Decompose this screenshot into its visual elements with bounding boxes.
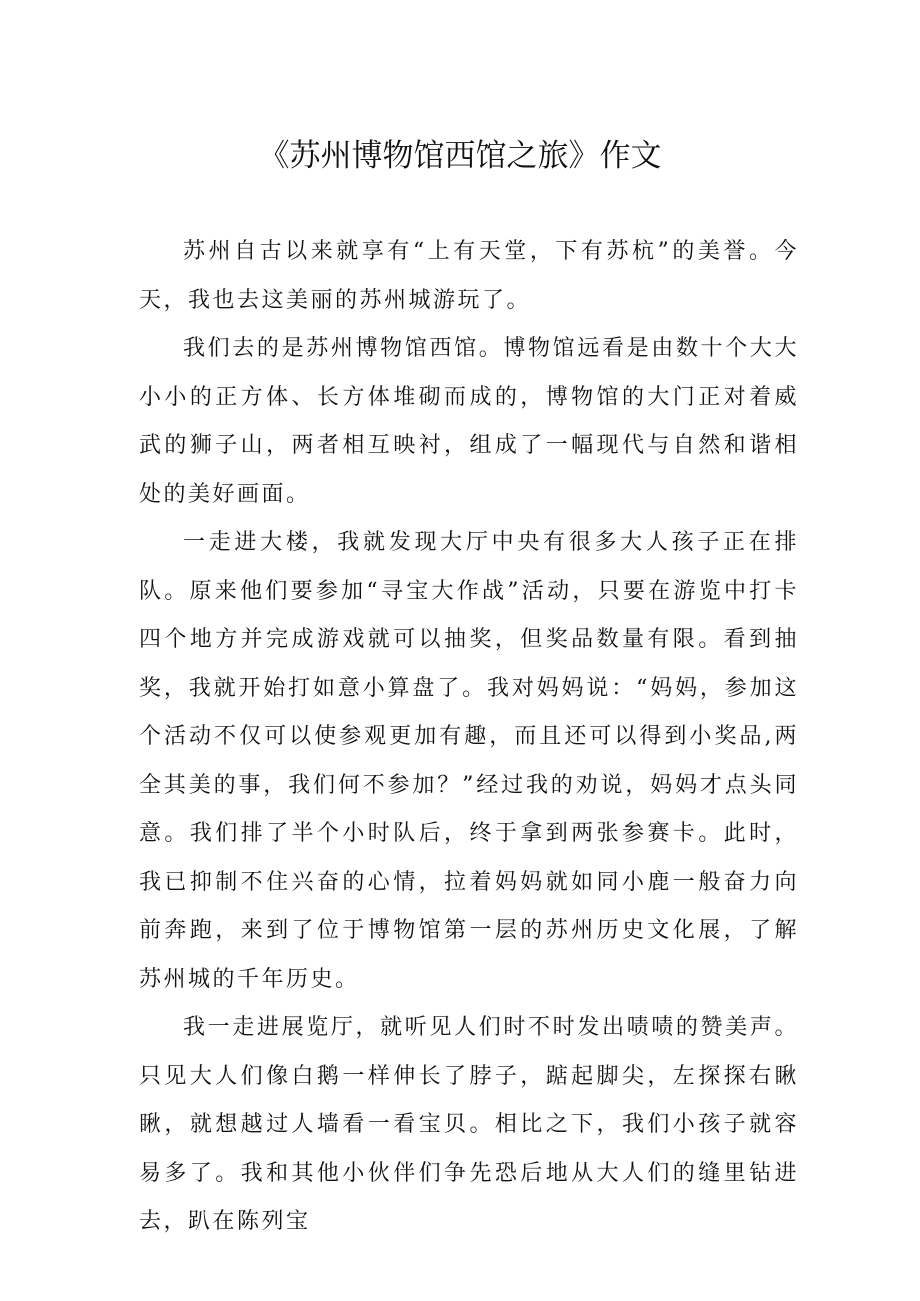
paragraph-3: 一走进大楼，我就发现大厅中央有很多大人孩子正在排队。原来他们要参加“寻宝大作战”活动，只要在游览中打卡四个地方并完成游戏就可以抽奖，但奖品数量有限。看到抽奖，我就开始打如意小算盘了。我对妈妈说：“妈妈，参加这个活动不仅可以使参观更加有趣，而且还可以得到小奖品,两全其美的事，我们何不参加？”经过我的劝说，妈妈才点头同意。我们排了半个小时队后，终于拿到两张参赛卡。此时，我已抑制不住兴奋的心情，拉着妈妈就如同小鹿一般奋力向前奔跑，来到了位于博物馆第一层的苏州历史文化展，了解苏州城的千年历史。 <box>139 530 799 992</box>
paragraph-4: 我一走进展览厅，就听见人们时不时发出啧啧的赞美声。只见大人们像白鹅一样伸长了脖子，踮起脚尖，左探探右瞅瞅，就想越过人墙看一看宝贝。相比之下，我们小孩子就容易多了。我和其他小伙伴们争先恐后地从大人们的缝里钻进去，趴在陈列宝 <box>139 1015 799 1234</box>
paragraph-2: 我们去的是苏州博物馆西馆。博物馆远看是由数十个大大小小的正方体、长方体堆砌而成的，博物馆的大门正对着威武的狮子山，两者相互映衬，组成了一幅现代与自然和谐相处的美好画面。 <box>139 336 799 507</box>
document-title: 《苏州博物馆西馆之旅》作文 <box>258 138 662 174</box>
document-body <box>139 228 799 1247</box>
paragraph-1: 苏州自古以来就享有“上有天堂，下有苏杭”的美誉。今天，我也去这美丽的苏州城游玩了。 <box>139 239 799 313</box>
